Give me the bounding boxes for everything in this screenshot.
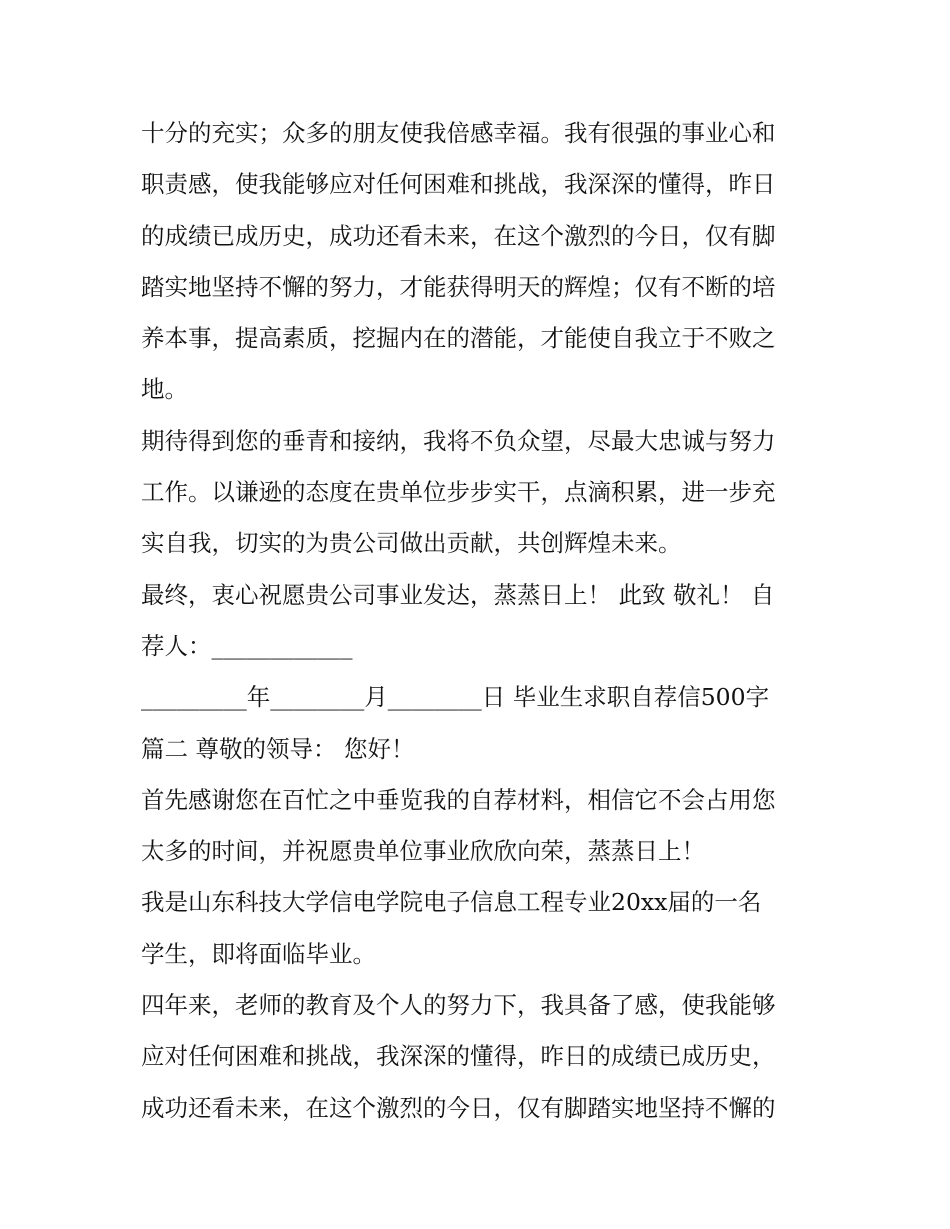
text-line: 最终，衷心祝愿贵公司事业发达，蒸蒸日上！ 此致 敬礼！ 自 [141,580,775,609]
section-heading: 篇二 尊敬的领导： 您好！ [141,734,415,763]
text-line: 养本事，提高素质，挖掘内在的潜能，才能使自我立于不败之 [141,324,776,353]
text-line: 首先感谢您在百忙之中垂览我的自荐材料，相信它不会占用您 [141,785,776,814]
date-line: _________年________月________日 毕业生求职自荐信500字 [141,683,770,712]
text-line: 实自我，切实的为贵公司做出贡献，共创辉煌未来。 [141,529,682,558]
text-line: 太多的时间，并祝愿贵单位事业欣欣向荣，蒸蒸日上！ [141,837,705,866]
text-line: 四年来，老师的教育及个人的努力下，我具备了感，使我能够 [141,991,776,1020]
text-line: 期待得到您的垂青和接纳，我将不负众望，尽最大忠诚与努力 [141,426,776,455]
text-line: 的成绩已成历史，成功还看未来，在这个激烈的今日，仅有脚 [141,221,776,250]
text-line: 学生，即将面临毕业。 [141,939,376,968]
text-line: 工作。以谦逊的态度在贵单位步步实干，点滴积累，进一步充 [141,478,776,507]
text-line: 地。 [141,375,188,404]
text-line: 十分的充实；众多的朋友使我倍感幸福。我有很强的事业心和 [141,119,776,147]
text-line: 荐人：____________ [141,631,353,660]
document-body [141,108,821,1134]
text-line: 踏实地坚持不懈的努力，才能获得明天的辉煌；仅有不断的培 [141,272,776,301]
text-line: 我是山东科技大学信电学院电子信息工程专业20xx届的一名 [141,888,762,917]
text-line: 成功还看未来，在这个激烈的今日，仅有脚踏实地坚持不懈的 [141,1093,776,1122]
text-line: 职责感，使我能够应对任何困难和挑战，我深深的懂得，昨日 [141,170,776,199]
text-line: 应对任何困难和挑战，我深深的懂得，昨日的成绩已成历史， [141,1042,776,1071]
